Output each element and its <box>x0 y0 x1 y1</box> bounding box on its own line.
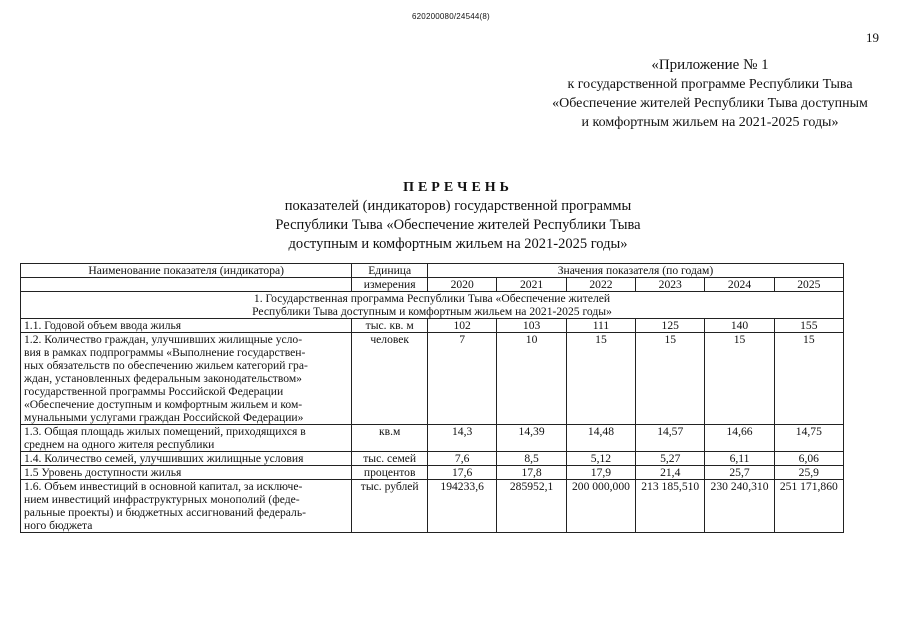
indicator-value: 14,3 <box>427 425 496 452</box>
indicator-value: 111 <box>566 319 635 333</box>
indicator-name-line: мунальными услугами граждан Российской Федерации» <box>24 411 304 424</box>
year-header: 2020 <box>427 278 496 292</box>
indicator-value: 200 000,000 <box>566 480 635 533</box>
col-header-empty <box>21 278 352 292</box>
indicator-name-line: ждан, установленных федеральным законодательством» <box>24 372 302 385</box>
indicator-value: 7 <box>427 333 496 425</box>
indicator-value: 7,6 <box>427 452 496 466</box>
indicator-value: 14,57 <box>636 425 705 452</box>
indicator-value: 14,66 <box>705 425 774 452</box>
indicator-name-line: 1.1. Годовой объем ввода жилья <box>24 319 182 332</box>
indicator-name-line: «Обеспечение доступным и комфортным жильем и ком- <box>24 398 303 411</box>
indicator-value: 5,27 <box>636 452 705 466</box>
indicator-name-line: 1.3. Общая площадь жилых помещений, приходящихся в <box>24 425 306 438</box>
indicator-name-line: 1.6. Объем инвестиций в основной капитал, за исключе- <box>24 480 303 493</box>
section-row <box>21 292 844 319</box>
indicator-name-line: 1.4. Количество семей, улучшивших жилищные условия <box>24 452 304 465</box>
table-row <box>21 425 844 452</box>
document-title <box>218 178 698 254</box>
appendix-line-3: «Обеспечение жителей Республики Тыва доступным <box>552 96 868 111</box>
appendix-note <box>520 56 900 132</box>
indicator-name-line: государственной программы Российской Федерации <box>24 385 284 398</box>
indicator-value: 6,11 <box>705 452 774 466</box>
indicator-value: 230 240,310 <box>705 480 774 533</box>
indicator-value: 15 <box>705 333 774 425</box>
indicator-unit: кв.м <box>352 425 428 452</box>
indicators-table <box>20 263 844 533</box>
page-number: 19 <box>866 30 879 45</box>
year-header: 2025 <box>774 278 843 292</box>
indicator-value: 17,8 <box>497 466 566 480</box>
indicator-name-line: ральные проекты) и бюджетных ассигнований федераль- <box>24 506 306 519</box>
year-header: 2021 <box>497 278 566 292</box>
indicator-unit: тыс. рублей <box>352 480 428 533</box>
title-heading: ПЕРЕЧЕНЬ <box>403 180 513 195</box>
year-header: 2023 <box>636 278 705 292</box>
header-row-2 <box>21 278 844 292</box>
indicator-value: 285952,1 <box>497 480 566 533</box>
indicator-value: 194233,6 <box>427 480 496 533</box>
indicator-value: 15 <box>636 333 705 425</box>
table-row <box>21 480 844 533</box>
title-line-2: Республики Тыва «Обеспечение жителей Республики Тыва <box>275 217 641 233</box>
appendix-line-1: «Приложение № 1 <box>651 57 769 73</box>
indicator-value: 25,7 <box>705 466 774 480</box>
col-header-name: Наименование показателя (индикатора) <box>21 264 352 278</box>
indicator-value: 14,75 <box>774 425 843 452</box>
indicator-value: 17,9 <box>566 466 635 480</box>
indicator-name-line: 1.2. Количество граждан, улучшивших жилищные усло- <box>24 333 303 346</box>
title-line-1: показателей (индикаторов) государственной программы <box>284 198 632 214</box>
indicator-value: 155 <box>774 319 843 333</box>
indicator-value: 15 <box>566 333 635 425</box>
indicator-value: 125 <box>636 319 705 333</box>
col-header-unit-1: Единица <box>352 264 428 278</box>
col-header-unit-2: измерения <box>352 278 428 292</box>
indicator-value: 102 <box>427 319 496 333</box>
indicator-name-line: среднем на одного жителя республики <box>24 438 215 451</box>
indicator-value: 17,6 <box>427 466 496 480</box>
indicator-name-line: 1.5 Уровень доступности жилья <box>24 466 182 479</box>
title-line-3: доступным и комфортным жильем на 2021-2025 годы» <box>288 236 628 252</box>
document-code: 620200080/24544(8) <box>412 12 490 21</box>
indicator-value: 251 171,860 <box>774 480 843 533</box>
year-header: 2022 <box>566 278 635 292</box>
year-header: 2024 <box>705 278 774 292</box>
section-line-1: 1. Государственная программа Республики Тыва «Обеспечение жителей <box>253 292 611 305</box>
indicator-name-line: ного бюджета <box>24 519 93 532</box>
indicator-value: 140 <box>705 319 774 333</box>
appendix-line-4: и комфортным жильем на 2021-2025 годы» <box>581 115 839 130</box>
indicator-unit: тыс. кв. м <box>352 319 428 333</box>
indicator-name-line: вия в рамках подпрограммы «Выполнение государствен- <box>24 346 306 359</box>
indicator-value: 6,06 <box>774 452 843 466</box>
table-row <box>21 333 844 425</box>
indicator-name-line: нием инвестиций инфраструктурных монополий (феде- <box>24 493 300 506</box>
indicator-value: 5,12 <box>566 452 635 466</box>
indicator-value: 14,39 <box>497 425 566 452</box>
indicator-value: 21,4 <box>636 466 705 480</box>
indicator-unit: тыс. семей <box>352 452 428 466</box>
section-title <box>21 292 844 319</box>
header-row-1 <box>21 264 844 278</box>
indicator-unit: человек <box>352 333 428 425</box>
indicator-value: 10 <box>497 333 566 425</box>
indicator-unit: процентов <box>352 466 428 480</box>
indicator-name <box>21 425 352 452</box>
indicator-value: 15 <box>774 333 843 425</box>
indicator-value: 8,5 <box>497 452 566 466</box>
indicator-name <box>21 452 352 466</box>
indicator-name <box>21 319 352 333</box>
table-row <box>21 319 844 333</box>
indicator-value: 103 <box>497 319 566 333</box>
section-line-2: Республики Тыва доступным и комфортным жильем на 2021-2025 годы» <box>252 305 612 318</box>
indicator-value: 213 185,510 <box>636 480 705 533</box>
indicator-value: 14,48 <box>566 425 635 452</box>
indicator-name <box>21 480 352 533</box>
indicator-value: 25,9 <box>774 466 843 480</box>
table-row <box>21 466 844 480</box>
table-row <box>21 452 844 466</box>
indicator-name <box>21 333 352 425</box>
col-header-values: Значения показателя (по годам) <box>427 264 843 278</box>
appendix-line-2: к государственной программе Республики Тыва <box>567 77 853 92</box>
indicator-name <box>21 466 352 480</box>
indicator-name-line: ных обязательств по обеспечению жильем категорий гра- <box>24 359 308 372</box>
